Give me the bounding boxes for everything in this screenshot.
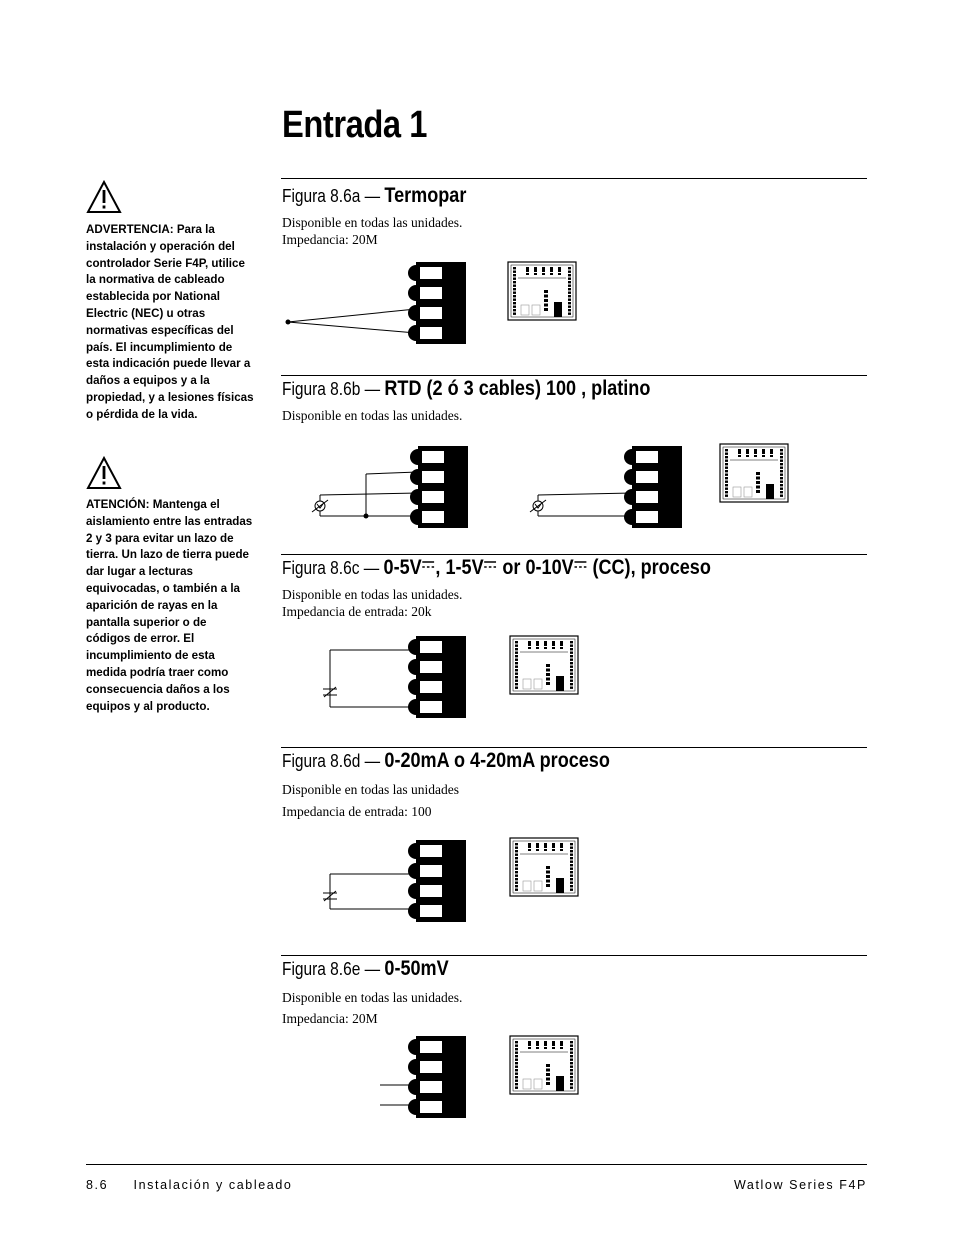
name-part: (CC), proceso — [587, 556, 711, 579]
warning-icon — [86, 180, 122, 214]
caption-line: Disponible en todas las unidades. — [282, 587, 463, 602]
controller-module — [510, 838, 578, 896]
terminal-block — [410, 446, 468, 528]
caution-icon — [86, 456, 122, 490]
caption-line: Impedancia: 20M — [282, 1011, 378, 1026]
figure-label: Figura 8.6e — — [282, 959, 385, 979]
figure-label: Figura 8.6a — — [282, 186, 385, 206]
footer-divider — [86, 1164, 867, 1165]
section-divider — [281, 178, 867, 179]
controller-module — [720, 444, 788, 502]
figure-name: RTD (2 ó 3 cables) 100 , platino — [384, 377, 651, 400]
figure-heading-d — [282, 749, 610, 773]
page-title: Entrada 1 — [282, 104, 428, 146]
figure-caption — [282, 779, 459, 823]
controller-module — [508, 262, 576, 320]
caution-text: ATENCIÓN: Mantenga el aislamiento entre las entradas 2 y 3 para evitar un lazo de tierra. Un lazo de tierra puede dar lugar a lecturas equivocadas, o también a la aparición de rayas en la pantalla superior o de códigos de error. El incumplimiento de esta medida podría traer como consecuencia daños a los equipos y al producto. — [86, 498, 253, 713]
caption-line: Impedancia: 20M — [282, 232, 378, 247]
figure-name: 0-50mV — [384, 957, 449, 980]
terminal-block — [408, 636, 466, 718]
footer-product: Watlow Series F4P — [733, 1178, 867, 1192]
figure-caption — [282, 586, 462, 620]
voltage-process-wiring-diagram — [320, 632, 590, 722]
figure-name: Termopar — [384, 184, 467, 207]
dc-symbol-icon — [575, 559, 587, 571]
section-divider — [281, 375, 867, 376]
terminal-block — [408, 262, 466, 344]
terminal-block — [624, 446, 682, 528]
figure-caption — [282, 987, 462, 1029]
figure-name — [384, 556, 711, 579]
figure-caption — [282, 214, 462, 248]
section-divider — [281, 747, 867, 748]
caption-line: Impedancia de entrada: 20k — [282, 604, 432, 619]
figure-label: Figura 8.6b — — [282, 379, 385, 399]
figure-heading-a — [282, 184, 466, 208]
figure-caption — [282, 407, 462, 424]
controller-module — [510, 636, 578, 694]
terminal-block — [408, 840, 466, 922]
caption-line: Disponible en todas las unidades. — [282, 215, 463, 230]
figure-heading-e — [282, 957, 449, 981]
name-part: , 1-5V — [435, 556, 484, 579]
warning-text: ADVERTENCIA: Para la instalación y operación del controlador Serie F4P, utilice la normativa de cableado establecida por National Electric (NEC) u otras normativas específicas del país. El incumplimiento de esta indicación puede llevar a daños a equipos y a la propiedad, y a lesiones físicas o pérdida de la vida. — [86, 223, 254, 421]
figure-heading-b — [282, 377, 650, 401]
millivolt-wiring-diagram — [376, 1032, 591, 1122]
thermocouple-wiring-diagram — [280, 258, 590, 350]
terminal-block — [408, 1036, 466, 1118]
section-divider — [281, 554, 867, 555]
figure-label: Figura 8.6c — — [282, 558, 384, 578]
rtd-wiring-diagram — [300, 440, 795, 532]
controller-module — [510, 1036, 578, 1094]
figure-name: 0-20mA o 4-20mA proceso — [384, 749, 610, 772]
section-divider — [281, 955, 867, 956]
current-process-wiring-diagram — [320, 836, 590, 926]
figure-label: Figura 8.6d — — [282, 751, 385, 771]
caption-line: Disponible en todas las unidades. — [282, 990, 463, 1005]
caption-line: Impedancia de entrada: 100 — [282, 804, 432, 819]
dc-symbol-icon — [484, 559, 496, 571]
name-part: or 0-10V — [497, 556, 574, 579]
dc-symbol-icon — [423, 559, 435, 571]
caption-line: Disponible en todas las unidades — [282, 782, 459, 797]
caption-line: Disponible en todas las unidades. — [282, 408, 463, 423]
figure-heading-c — [282, 556, 711, 580]
footer-section: 8.6 Instalación y cableado — [86, 1178, 293, 1192]
name-part: 0-5V — [383, 556, 422, 579]
